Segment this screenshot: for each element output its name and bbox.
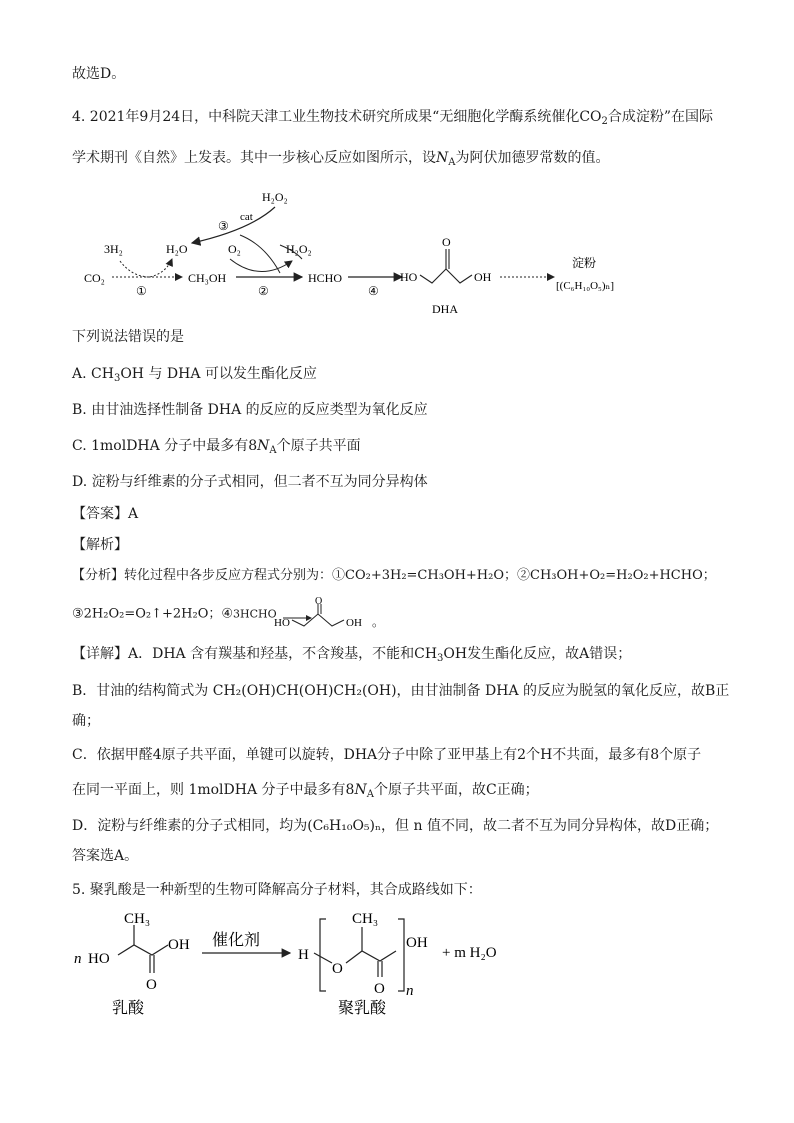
analysis-heading: 【解析】 xyxy=(72,537,128,553)
label-h2o2-right: H₂O₂ xyxy=(286,242,312,256)
dha-o: O xyxy=(442,235,451,249)
label-3h2: 3H₂ xyxy=(104,242,123,256)
label-h2o: H₂O xyxy=(166,242,188,256)
label-dha: DHA xyxy=(432,302,458,316)
plus-water: + m H₂O xyxy=(442,945,497,961)
label-starch: 淀粉 xyxy=(572,256,597,270)
coef-n: n xyxy=(74,951,82,967)
pla-n: n xyxy=(406,983,414,999)
label-hcho: HCHO xyxy=(308,271,343,285)
detail-c-2: 在同一平面上，则 1molDHA 分子中最多有$8N_A$个原子共平面，故C正确； xyxy=(72,782,539,800)
option-b: B. 由甘油选择性制备 DHA 的反应的反应类型为氧化反应 xyxy=(72,402,428,418)
pla-o: O xyxy=(332,961,343,977)
label-step-3: ③ xyxy=(218,219,229,233)
pla-ch3: CH₃ xyxy=(352,911,379,927)
reaction-scheme-4 xyxy=(80,185,640,320)
question-4-line-1: 4. 2021年9月24日，中科院天津工业生物技术研究所成果“无细胞化学酶系统催化$CO_2$合成淀粉”在国际 xyxy=(72,109,714,127)
option-c: C. 1molDHA 分子中最多有$8N_A$个原子共平面 xyxy=(72,438,361,456)
inline-oh: OH xyxy=(346,617,362,629)
label-starch-formula: [(C₆H₁₀O₅)ₙ] xyxy=(556,280,614,292)
detail-d: D．淀粉与纤维素的分子式相同，均为(C₆H₁₀O₅)ₙ，但 n 值不同，故二者不互为同分异构体，故D正确； xyxy=(72,818,719,834)
answer-line: 【答案】A xyxy=(72,506,139,522)
la-oh: OH xyxy=(168,937,190,953)
period-mark: 。 xyxy=(372,615,385,629)
question-5-line: 5. 聚乳酸是一种新型的生物可降解高分子材料，其合成路线如下： xyxy=(72,882,482,898)
prompt-line: 下列说法错误的是 xyxy=(72,329,184,345)
label-polylactic-acid: 聚乳酸 xyxy=(338,1000,387,1017)
option-d: D. 淀粉与纤维素的分子式相同，但二者不互为同分异构体 xyxy=(72,474,428,490)
label-h2o2-top: H₂O₂ xyxy=(262,190,288,204)
question-4-line-2: 学术期刊《自然》上发表。其中一步核心反应如图所示，设$N_A$为阿伏加德罗常数的值。 xyxy=(72,150,610,168)
analysis-line-2: ③2H₂O₂=O₂↑+2H₂O；④3HCHO xyxy=(72,602,401,626)
text-line: 故选D。 xyxy=(72,66,126,82)
pla-oh: OH xyxy=(406,935,428,951)
detail-a: 【详解】A．DHA 含有羰基和羟基，不含羧基，不能和$CH_3OH$发生酯化反应，故A错误； xyxy=(72,646,632,664)
inline-o: O xyxy=(315,596,323,607)
conclusion-line: 答案选A。 xyxy=(72,848,139,864)
la-o: O xyxy=(146,977,157,993)
label-step-2: ② xyxy=(258,284,269,298)
dha-ho: HO xyxy=(400,270,418,284)
label-lactic-acid: 乳酸 xyxy=(112,1000,145,1017)
label-step-1: ① xyxy=(136,284,147,298)
analysis-line-1: 【分析】转化过程中各步反应方程式分别为：①CO₂+3H₂=CH₃OH+H₂O；②CH₃OH+O₂=H₂O₂+HCHO； xyxy=(72,568,716,583)
label-catalyst: 催化剂 xyxy=(212,932,261,949)
inline-ho: HO xyxy=(274,617,290,629)
label-o2: O₂ xyxy=(228,242,241,256)
la-ch3: CH₃ xyxy=(124,911,151,927)
label-co2: CO₂ xyxy=(84,271,105,285)
label-cat: cat xyxy=(240,211,253,223)
la-ho: HO xyxy=(88,951,110,967)
pla-o-carbonyl: O xyxy=(374,981,385,997)
detail-c-1: C．依据甲醛4原子共平面，单键可以旋转，DHA分子中除了亚甲基上有2个H不共面，最多有8个原子 xyxy=(72,747,702,763)
dha-inline-molecule xyxy=(272,596,402,630)
detail-b-1: B．甘油的结构简式为 CH₂(OH)CH(OH)CH₂(OH)，由甘油制备 DHA 的反应为脱氢的氧化反应，故B正 xyxy=(72,683,730,699)
pla-h: H xyxy=(298,947,309,963)
option-a: A. $CH_3OH$ 与 DHA 可以发生酯化反应 xyxy=(72,366,317,384)
label-step-4: ④ xyxy=(368,284,379,298)
detail-b-2: 确； xyxy=(72,713,100,729)
label-ch3oh: CH₃OH xyxy=(188,271,227,285)
dha-oh: OH xyxy=(474,270,492,284)
reaction-scheme-5 xyxy=(70,905,540,1025)
